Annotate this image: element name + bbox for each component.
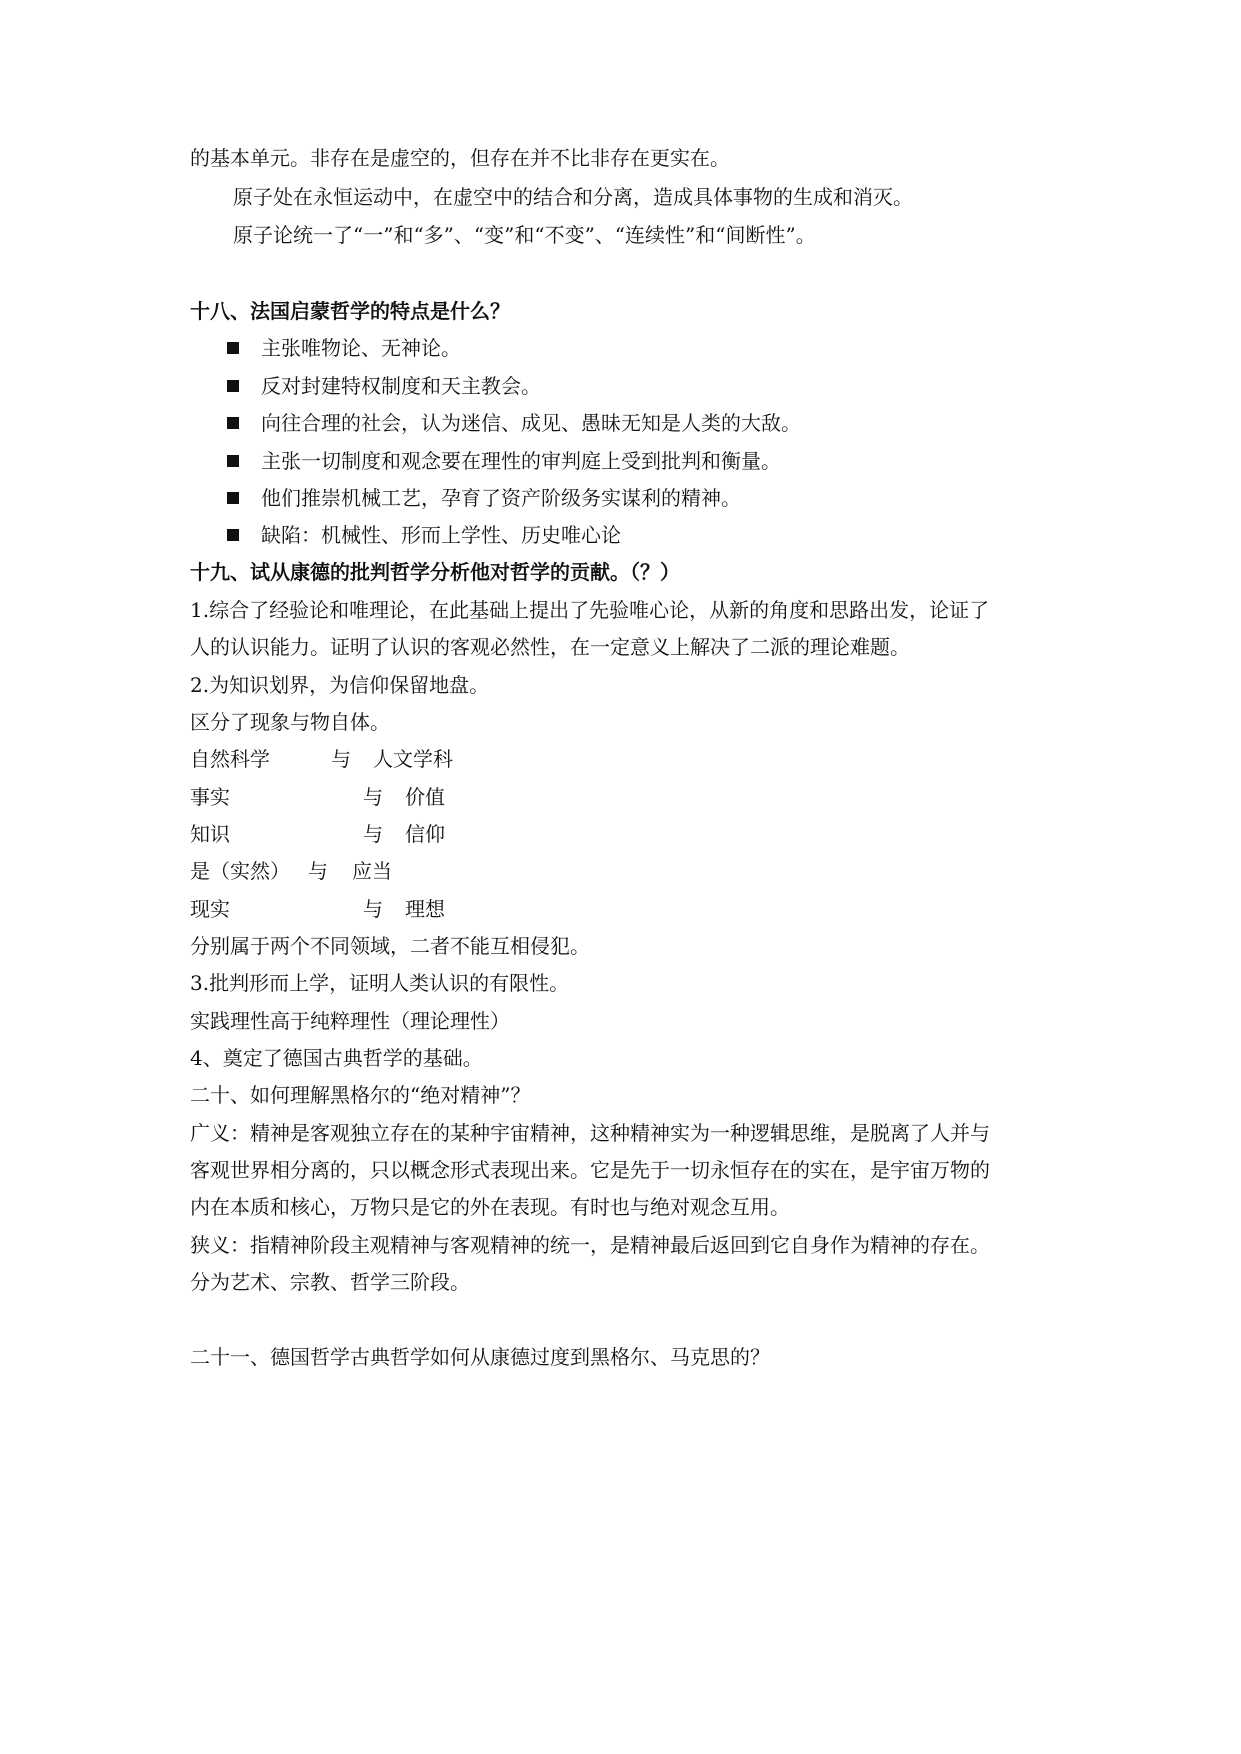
paragraph: 原子处在永恒运动中，在虚空中的结合和分离，造成具体事物的生成和消灭。: [233, 185, 913, 209]
paragraph: 客观世界相分离的，只以概念形式表现出来。它是先于一切永恒存在的实在，是宇宙万物的: [190, 1158, 990, 1182]
paragraph: 区分了现象与物自体。: [190, 710, 390, 734]
paragraph: 的基本单元。非存在是虚空的，但存在并不比非存在更实在。: [190, 146, 730, 170]
contrast-pair-row: 知识 与 信仰: [190, 822, 445, 846]
paragraph: 内在本质和核心，万物只是它的外在表现。有时也与绝对观念互用。: [190, 1195, 790, 1219]
contrast-pair-row: 现实 与 理想: [190, 897, 445, 921]
paragraph: 实践理性高于纯粹理性（理论理性）: [190, 1009, 510, 1033]
paragraph: 4、奠定了德国古典哲学的基础。: [190, 1046, 483, 1070]
square-bullet-icon: [227, 529, 239, 541]
square-bullet-icon: [227, 492, 239, 504]
paragraph: 分别属于两个不同领域，二者不能互相侵犯。: [190, 934, 590, 958]
bullet-item: 他们推崇机械工艺，孕育了资产阶级务实谋利的精神。: [227, 484, 741, 512]
square-bullet-icon: [227, 380, 239, 392]
paragraph: 原子论统一了“一”和“多”、“变”和“不变”、“连续性”和“间断性”。: [233, 223, 816, 247]
paragraph: 狭义：指精神阶段主观精神与客观精神的统一，是精神最后返回到它自身作为精神的存在。: [190, 1233, 990, 1257]
square-bullet-icon: [227, 417, 239, 429]
paragraph: 分为艺术、宗教、哲学三阶段。: [190, 1270, 470, 1294]
section-heading-18: 十八、法国启蒙哲学的特点是什么？: [190, 299, 510, 323]
square-bullet-icon: [227, 342, 239, 354]
paragraph: 人的认识能力。证明了认识的客观必然性，在一定意义上解决了二派的理论难题。: [190, 635, 910, 659]
paragraph: 2.为知识划界，为信仰保留地盘。: [190, 673, 490, 697]
paragraph: 3.批判形而上学，证明人类认识的有限性。: [190, 971, 570, 995]
paragraph: 广义：精神是客观独立存在的某种宇宙精神，这种精神实为一种逻辑思维，是脱离了人并与: [190, 1121, 990, 1145]
contrast-pair-row: 自然科学 与 人文学科: [190, 747, 453, 771]
section-heading-21: 二十一、德国哲学古典哲学如何从康德过度到黑格尔、马克思的？: [190, 1345, 770, 1369]
square-bullet-icon: [227, 455, 239, 467]
bullet-item: 反对封建特权制度和天主教会。: [227, 372, 541, 400]
bullet-item: 主张一切制度和观念要在理性的审判庭上受到批判和衡量。: [227, 447, 781, 475]
contrast-pair-row: 是（实然） 与 应当: [190, 859, 392, 883]
section-heading-20: 二十、如何理解黑格尔的“绝对精神”？: [190, 1083, 531, 1107]
bullet-item: 缺陷：机械性、形而上学性、历史唯心论: [227, 521, 621, 549]
bullet-item: 向往合理的社会，认为迷信、成见、愚昧无知是人类的大敌。: [227, 409, 801, 437]
bullet-item: 主张唯物论、无神论。: [227, 334, 461, 362]
paragraph: 1.综合了经验论和唯理论，在此基础上提出了先验唯心论，从新的角度和思路出发，论证了: [190, 598, 990, 622]
section-heading-19: 十九、试从康德的批判哲学分析他对哲学的贡献。（？）: [190, 560, 680, 584]
contrast-pair-row: 事实 与 价值: [190, 785, 445, 809]
